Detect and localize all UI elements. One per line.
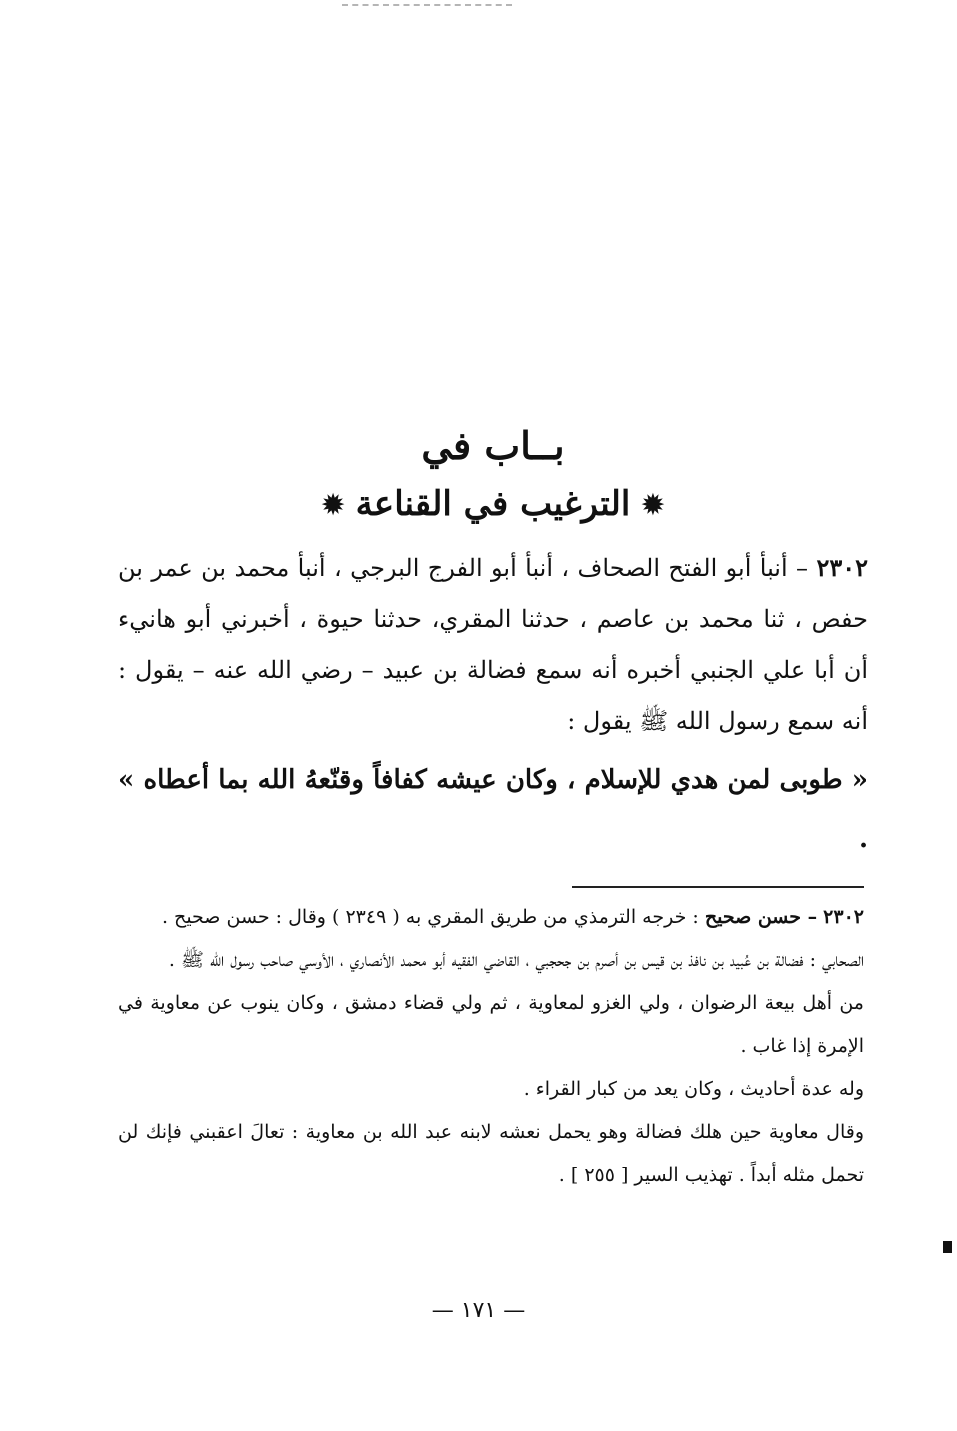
hadith-matn: « طوبى لمن هدي للإسلام ، وكان عيشه كفافاً وقنّعهُ الله بما أعطاه » . [118,765,868,854]
edge-mark [943,1241,952,1253]
hadith-isnad [118,542,868,747]
hadith-isnad-text: – أنبأ أبو الفتح الصحاف ، أنبأ أبو الفرج البرجي ، أنبأ محمد بن عمر بن حفص ، ثنا محمد بن عاصم ، حدثنا المقري، حدثنا حيوة ، أخبرني أبو هانيء أن أبا علي الجنبي أخبره أنه سمع فضالة بن عبيد – رضي الله عنه – يقول : أنه سمع رسول الله ﷺ يقول : [118,554,868,735]
top-dashed-rule [342,4,512,10]
footnote-paragraph: وله عدة أحاديث ، وكان يعد من كبار القراء . [523,1078,864,1100]
chapter-subtitle [118,476,868,534]
footnote-paragraph: من أهل بيعة الرضوان ، ولي الغزو لمعاوية ، ثم ولي قضاء دمشق ، وكان ينوب عن معاوية في الإمرة إذا غاب . [118,992,864,1057]
ornament-star-icon: ✹ [320,488,346,523]
main-text-block [118,400,868,869]
footnote-paragraph: وقال معاوية حين هلك فضالة وهو يحمل نعشه لابنه عبد الله بن معاوية : تعالَ اعقبني فإنك لن تحمل مثله أبداً . تهذيب السير [ ٢٥٥ ] . [118,1121,864,1186]
footnote-number: ٢٣٠٢ [823,906,864,928]
chapter-title: بــاب في [421,423,565,468]
footnote-divider [572,886,864,888]
hadith-number: ٢٣٠٢ [816,553,868,582]
footnote-takhrij-text: : خرجه الترمذي من طريق المقري به ( ٢٣٤٩ ) وقال : حسن صحيح . [161,906,699,928]
page-number: — ١٧١ — [431,1298,526,1323]
ornament-star-icon: ✹ [640,488,666,523]
footnote-paragraph: الصحابي : فضالة بن عُبيد بن نافذ بن قيس بن أصرم بن جحجبي ، القاضي الفقيه أبو محمد الأنصاري ، الأوسي صاحب رسول الله ﷺ . [168,949,864,971]
chapter-subtitle-text: الترغيب في القناعة [355,484,631,524]
footnote-takhrij [118,896,864,939]
footnote-grade: – حسن صحيح [704,906,818,928]
footnotes [118,896,864,1197]
